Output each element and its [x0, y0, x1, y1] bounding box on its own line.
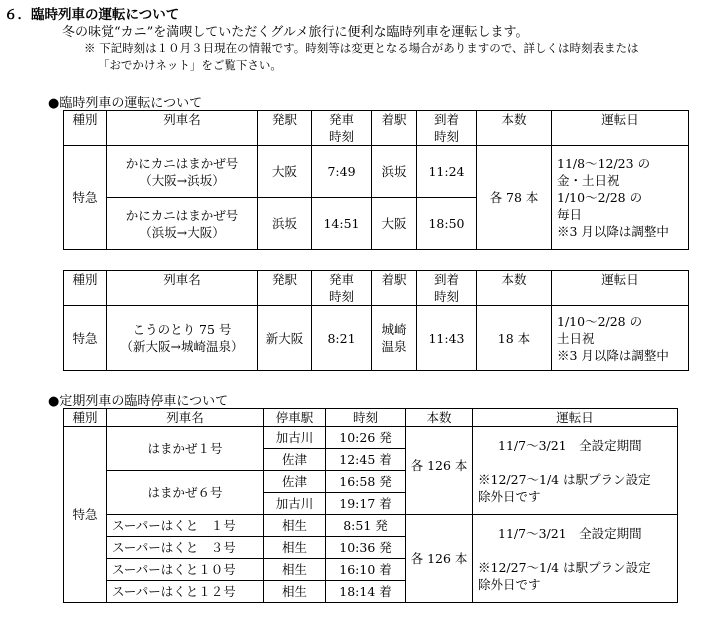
header-dep-time-1: 発車	[328, 112, 354, 127]
train-name: スーパーはくと１２号	[107, 581, 264, 603]
dates-line: 1/10～2/28 の	[557, 190, 643, 205]
header-dep-time-2: 時刻	[328, 289, 354, 304]
train-count: 各 78 本	[477, 146, 552, 250]
section-heading: ６．臨時列車の運転について	[4, 7, 180, 23]
dep-time: 7:49	[312, 146, 372, 198]
header-arr-time	[417, 271, 477, 306]
stop-time: 8:51 発	[326, 515, 406, 537]
header-dep-station: 発駅	[258, 271, 312, 306]
table-header-row	[64, 111, 689, 146]
train-name: スーパーはくと １号	[107, 515, 264, 537]
header-dep-time	[312, 271, 372, 306]
section-title-text: 定期列車の臨時停車について	[59, 394, 229, 409]
train-count: 各 126 本	[406, 427, 473, 515]
operation-dates	[552, 146, 689, 250]
train-name: はまかぜ１号	[107, 427, 264, 471]
section-title-special-trains	[48, 92, 202, 111]
arr-station-line-1: 城崎	[381, 322, 407, 337]
header-dep-time	[312, 111, 372, 146]
header-arr-time-2: 時刻	[433, 129, 459, 144]
train-type: 特急	[64, 146, 107, 250]
dates-line: 11/8～12/23 の	[557, 156, 651, 171]
header-count: 本数	[477, 271, 552, 306]
arr-station: 浜坂	[372, 146, 417, 198]
train-count: 各 126 本	[406, 515, 473, 603]
table-row	[64, 306, 689, 371]
dates-period: 11/7～3/21 全設定期間	[498, 525, 642, 541]
dep-time: 14:51	[312, 198, 372, 250]
dep-station: 浜坂	[258, 198, 312, 250]
header-dep-station: 発駅	[258, 111, 312, 146]
arr-station	[372, 306, 417, 371]
header-time: 時刻	[326, 409, 406, 427]
stop-time: 19:17 着	[326, 493, 406, 515]
train-type: 特急	[64, 306, 107, 371]
dep-station: 大阪	[258, 146, 312, 198]
operation-dates	[473, 427, 678, 515]
train-name	[107, 306, 258, 371]
header-dep-time-2: 時刻	[328, 129, 354, 144]
header-type: 種別	[64, 409, 107, 427]
stop-station: 相生	[264, 559, 326, 581]
dates-exclusion-2: 除外日です	[478, 488, 541, 504]
special-train-table-2	[63, 270, 689, 371]
header-arr-time-2: 時刻	[433, 289, 459, 304]
train-name: スーパーはくと ３号	[107, 537, 264, 559]
train-name-line-2: （浜坂→大阪）	[139, 224, 225, 240]
dates-line: 毎日	[557, 207, 583, 222]
train-name-line-1: かにカニはまかぜ号	[125, 207, 239, 223]
dates-exclusion-1: ※12/27～1/4 は駅プラン設定	[478, 559, 651, 575]
dates-line: 土日祝	[557, 330, 595, 346]
bullet-icon: ●	[48, 96, 60, 111]
train-name-line-1: かにカニはまかぜ号	[125, 155, 239, 171]
header-count: 本数	[477, 111, 552, 146]
train-name-line-2: （大阪→浜坂）	[139, 172, 225, 188]
dates-line: ※3 月以降は調整中	[557, 224, 669, 239]
stop-station: 佐津	[264, 471, 326, 493]
stop-station: 相生	[264, 537, 326, 559]
arr-time: 18:50	[417, 198, 477, 250]
dates-line: 1/10～2/28 の	[557, 313, 643, 329]
header-dates: 運転日	[552, 111, 689, 146]
stop-station: 相生	[264, 581, 326, 603]
temporary-stop-table	[63, 408, 678, 603]
stop-station: 加古川	[264, 427, 326, 449]
train-name: スーパーはくと１０号	[107, 559, 264, 581]
intro-text: 冬の味覚“カニ”を満喫していただくグルメ旅行に便利な臨時列車を運転します。	[62, 25, 529, 40]
section-title-temporary-stops	[48, 390, 228, 409]
section-title-text: 臨時列車の運転について	[59, 96, 203, 111]
header-type: 種別	[64, 271, 107, 306]
table-row	[64, 427, 678, 449]
dates-exclusion-2: 除外日です	[478, 576, 541, 592]
special-train-table-1	[63, 110, 689, 250]
dep-station: 新大阪	[258, 306, 312, 371]
table-header-row	[64, 409, 678, 427]
header-dates: 運転日	[552, 271, 689, 306]
operation-dates	[473, 515, 678, 603]
stop-station: 相生	[264, 515, 326, 537]
train-name	[107, 198, 258, 250]
header-train-name: 列車名	[107, 409, 264, 427]
stop-time: 16:58 発	[326, 471, 406, 493]
header-station: 停車駅	[264, 409, 326, 427]
header-dep-time-1: 発車	[328, 272, 354, 287]
header-arr-time-1: 到着	[433, 272, 459, 287]
table-row	[64, 515, 678, 537]
train-type: 特急	[64, 427, 107, 603]
train-name-line-2: （新大阪→城崎温泉）	[120, 339, 244, 354]
header-arr-station: 着駅	[372, 271, 417, 306]
header-count: 本数	[406, 409, 473, 427]
header-train-name: 列車名	[107, 111, 258, 146]
train-name-line-1: こうのとり 75 号	[132, 322, 232, 337]
arr-station: 大阪	[372, 198, 417, 250]
table-row	[64, 146, 689, 198]
train-name	[107, 146, 258, 198]
stop-time: 16:10 着	[326, 559, 406, 581]
dates-exclusion-1: ※12/27～1/4 は駅プラン設定	[478, 471, 651, 487]
header-arr-station: 着駅	[372, 111, 417, 146]
stop-time: 10:26 発	[326, 427, 406, 449]
dates-period: 11/7～3/21 全設定期間	[498, 437, 642, 453]
train-name: はまかぜ６号	[107, 471, 264, 515]
arr-station-line-2: 温泉	[381, 339, 407, 354]
operation-dates	[552, 306, 689, 371]
stop-station: 加古川	[264, 493, 326, 515]
dates-line: ※3 月以降は調整中	[557, 347, 669, 363]
stop-time: 18:14 着	[326, 581, 406, 603]
header-dates: 運転日	[473, 409, 678, 427]
stop-station: 佐津	[264, 449, 326, 471]
arr-time: 11:43	[417, 306, 477, 371]
stop-time: 12:45 着	[326, 449, 406, 471]
train-count: 18 本	[477, 306, 552, 371]
header-type: 種別	[64, 111, 107, 146]
arr-time: 11:24	[417, 146, 477, 198]
header-arr-time-1: 到着	[433, 112, 459, 127]
note-line-2: 「おでかけネット」をご覧下さい。	[98, 58, 282, 72]
stop-time: 10:36 発	[326, 537, 406, 559]
bullet-icon: ●	[48, 394, 60, 409]
note-line-1: ※ 下記時刻は１０月３日現在の情報です。時刻等は変更となる場合がありますので、詳しくは時刻表または	[84, 41, 639, 55]
header-arr-time	[417, 111, 477, 146]
table-header-row	[64, 271, 689, 306]
dates-line: 金・土日祝	[557, 173, 620, 188]
dep-time: 8:21	[312, 306, 372, 371]
header-train-name: 列車名	[107, 271, 258, 306]
